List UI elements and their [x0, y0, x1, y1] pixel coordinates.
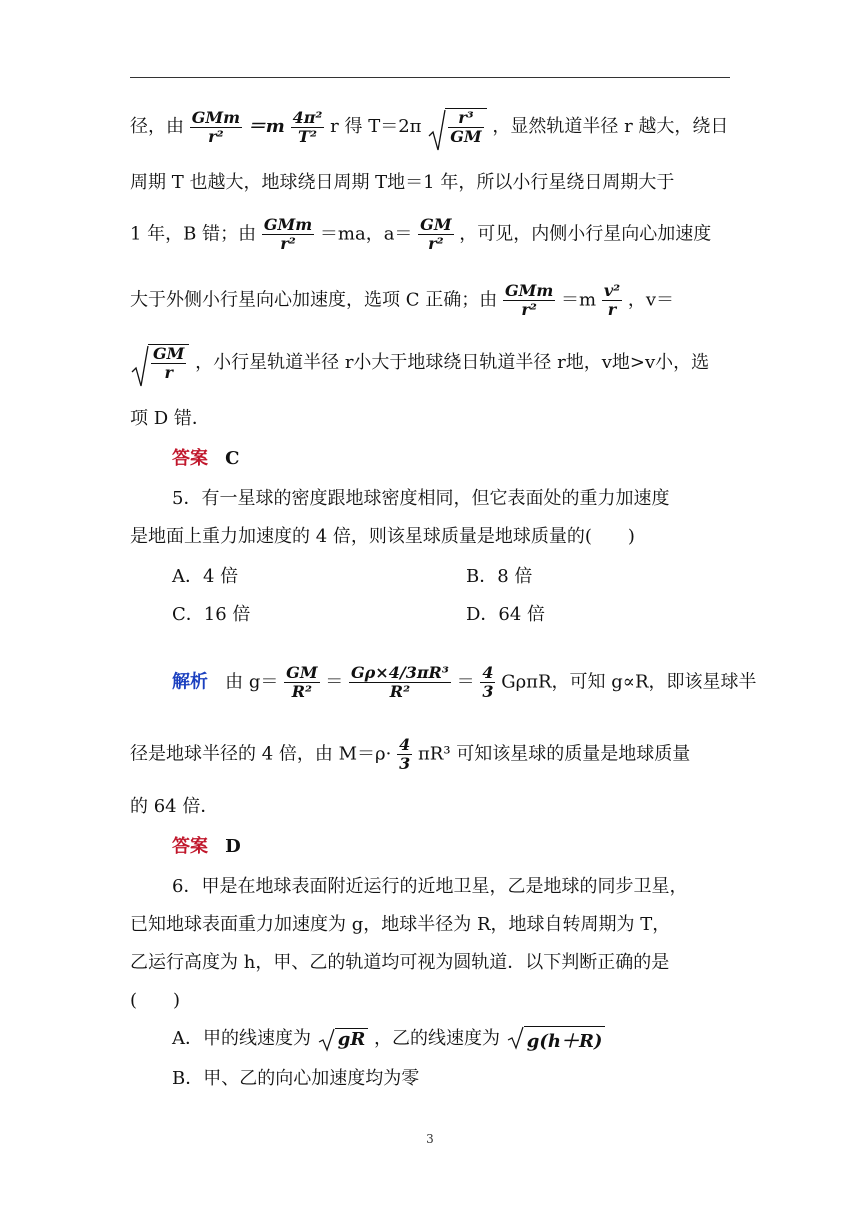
text: ＝m	[247, 116, 285, 137]
q6-line2: 已知地球表面重力加速度为 g，地球半径为 R，地球自转周期为 T，	[130, 914, 671, 935]
para1-line6: 项 D 错．	[130, 408, 210, 429]
text: ，显然轨道半径 r 越大，绕日	[492, 116, 729, 137]
q6-option-a: A．甲的线速度为 gR ，乙的线速度为 g(h＋R)	[0, 1024, 860, 1064]
analysis5-line3: 的 64 倍．	[130, 796, 219, 817]
sqrt: $\frac{\text{r³}}{GM}$	[427, 108, 486, 146]
text: r 得 T＝2π	[330, 116, 422, 137]
text: 径，由	[130, 116, 184, 137]
option-c: C．16 倍	[172, 604, 251, 625]
para1-line3: 1 年，B 错；由 $\frac{\text{GMm}}{\text{r²}}$ ＝ma，a＝ $\frac{GM}{\text{r²}}$ ，可见，内侧小行星向心加速度	[130, 215, 712, 253]
sqrt: g(h＋R)	[506, 1026, 606, 1053]
option-b: B．8 倍	[466, 566, 533, 587]
q5-options-ab	[0, 562, 860, 602]
q5-line2: 是地面上重力加速度的 4 倍，则该星球质量是地球质量的( )	[130, 526, 635, 547]
q5-line1: 5．有一星球的密度跟地球密度相同，但它表面处的重力加速度	[172, 488, 670, 509]
q6-line4: ( )	[130, 990, 181, 1011]
page-number: 3	[426, 1132, 434, 1146]
sqrt: gR	[317, 1028, 369, 1050]
answer-2: 答案 D	[172, 836, 241, 857]
fraction: $\frac{\text{GMm}}{\text{r²}}$	[191, 107, 241, 146]
q5-options-cd	[0, 600, 860, 640]
para1-line2: 周期 T 也越大，地球绕日周期 T地＝1 年，所以小行星绕日周期大于	[130, 172, 675, 193]
option-d: D．64 倍	[466, 604, 546, 625]
option-a: A．4 倍	[172, 566, 239, 587]
analysis5-line1: 解析 由 g＝ $\frac{GM}{\text{R²}}$ ＝ $\frac{\text{Gρ×4/3πR³}}{\text{R²}}$ ＝ $\frac{4}{3}$ GρπR，可知 g∝R，即该星球半	[172, 663, 757, 701]
q6-line1: 6．甲是在地球表面附近运行的近地卫星，乙是地球的同步卫星，	[172, 876, 688, 897]
para1-line1	[0, 108, 860, 148]
analysis5-line2: 径是地球半径的 4 倍，由 M＝ρ· $\frac{4}{3}$ πR³ 可知该星球的质量是地球质量	[130, 735, 691, 773]
header-rule	[130, 77, 730, 78]
q6-line3: 乙运行高度为 h，甲、乙的轨道均可视为圆轨道．以下判断正确的是	[130, 952, 670, 973]
q6-option-b: B．甲、乙的向心加速度均为零	[172, 1068, 420, 1089]
fraction: $\frac{\text{4π²}}{\text{T²}}$	[292, 107, 323, 146]
para1-line4: 大于外侧小行星向心加速度，选项 C 正确；由 $\frac{\text{GMm}}{\text{r²}}$ ＝m $\frac{\text{v²}}{r}$ ，v＝	[130, 281, 675, 319]
para1-line5: $\frac{GM}{r}$ ，小行星轨道半径 r小大于地球绕日轨道半径 r地，v地>v小，选	[0, 344, 860, 384]
sqrt: $\frac{GM}{r}$	[130, 344, 189, 382]
answer-1: 答案 C	[172, 448, 240, 469]
